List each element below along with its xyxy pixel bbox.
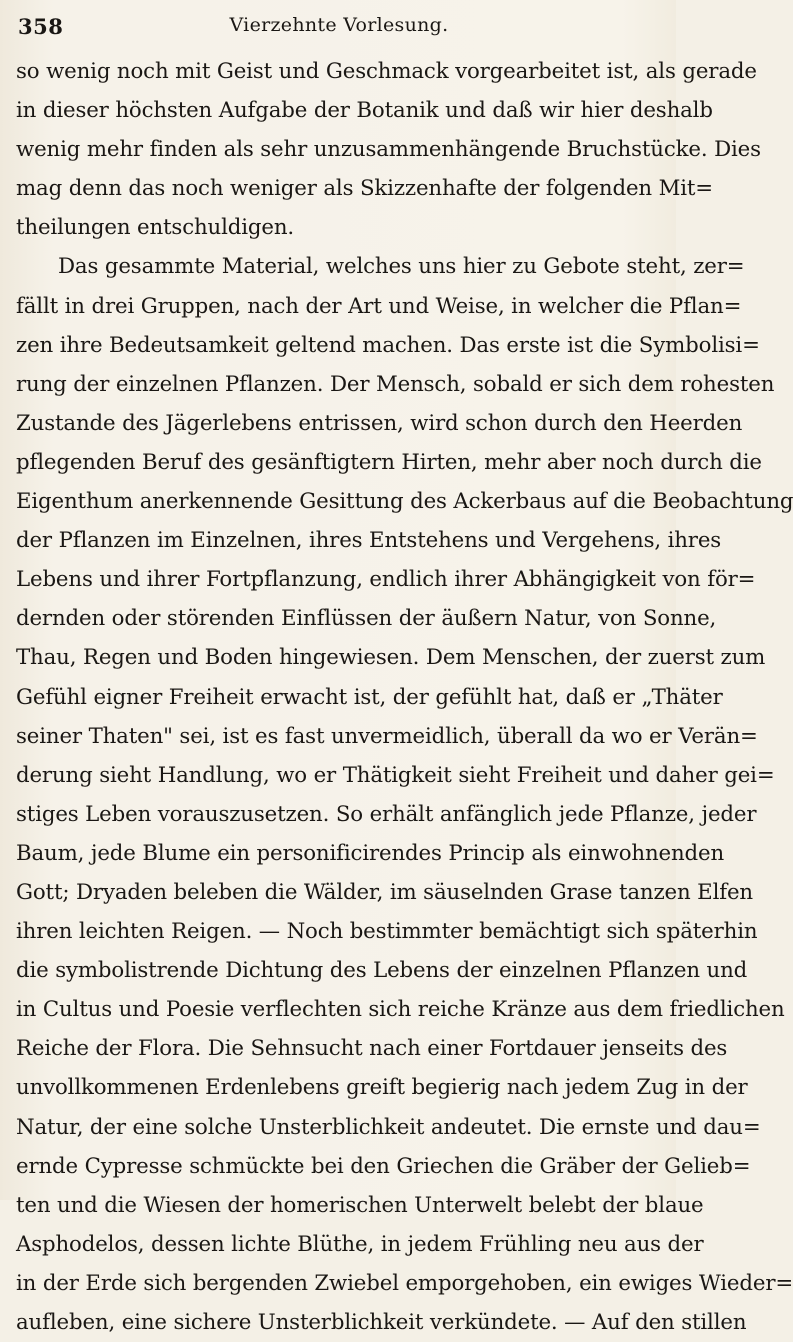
text-line: fällt in drei Gruppen, nach der Art und Weise, in welcher die Pflan= [16, 293, 742, 319]
text-line: so wenig noch mit Geist und Geschmack vorgearbeitet ist, als gerade [16, 59, 757, 84]
text-line: in der Erde sich bergenden Zwiebel emporgehoben, ein ewiges Wieder= [16, 1270, 793, 1296]
running-head [16, 0, 662, 52]
text-line: der Pflanzen im Einzelnen, ihres Entstehens und Vergehens, ihres [16, 528, 722, 554]
text-line: aufleben, eine sichere Unsterblichkeit verkündete. — Auf den stillen [16, 1310, 747, 1335]
text-line: Baum, jede Blume ein personificirendes Princip als einwohnenden [16, 840, 725, 866]
text-line: wenig mehr finden als sehr unzusammenhängende Bruchstücke. Dies [16, 137, 761, 163]
text-line: Zustande des Jägerlebens entrissen, wird schon durch den Heerden [16, 410, 743, 436]
text-line: rung der einzelnen Pflanzen. Der Mensch, sobald er sich dem rohesten [16, 371, 775, 397]
text-line: in Cultus und Poesie verflechten sich reiche Kränze aus dem friedlichen [16, 997, 785, 1023]
text-line: in dieser höchsten Aufgabe der Botanik und daß wir hier deshalb [16, 98, 713, 124]
text-line: die symbolistrende Dichtung des Lebens der einzelnen Pflanzen und [16, 958, 748, 984]
text-line: stiges Leben vorauszusetzen. So erhält anfänglich jede Pflanze, jeder [16, 801, 757, 827]
text-line: Natur, der eine solche Unsterblichkeit andeutet. Die ernste und dau= [16, 1114, 761, 1140]
text-line: ten und die Wiesen der homerischen Unterwelt belebt der blaue [16, 1192, 704, 1218]
text-line: dernden oder störenden Einflüssen der äußern Natur, von Sonne, [16, 606, 717, 632]
text-line: pflegenden Beruf des gesänftigtern Hirten, mehr aber noch durch die [16, 449, 762, 475]
running-title: Vierzehnte Vorlesung. [229, 14, 449, 36]
text-line: mag denn das noch weniger als Skizzenhafte der folgenden Mit= [16, 176, 714, 202]
text-line: Lebens und ihrer Fortpflanzung, endlich ihrer Abhängigkeit von för= [16, 567, 756, 593]
text-line: ihren leichten Reigen. — Noch bestimmter bemächtigt sich späterhin [16, 919, 758, 945]
text-line: derung sieht Handlung, wo er Thätigkeit sieht Freiheit und daher gei= [16, 762, 775, 788]
text-line: Gefühl eigner Freiheit erwacht ist, der gefühlt hat, daß er „Thäter [16, 684, 723, 710]
text-line: unvollkommenen Erdenlebens greift begierig nach jedem Zug in der [16, 1075, 748, 1101]
page-number: 358 [18, 14, 64, 39]
text-line: Eigenthum anerkennende Gesittung des Ackerbaus auf die Beobachtung [16, 489, 793, 515]
text-line: Thau, Regen und Boden hingewiesen. Dem Menschen, der zuerst zum [16, 645, 766, 671]
text-line: Gott; Dryaden beleben die Wälder, im säuselnden Grase tanzen Elfen [16, 879, 753, 905]
body-text [16, 52, 793, 1342]
text-line: Asphodelos, dessen lichte Blüthe, in jedem Frühling neu aus der [16, 1231, 704, 1257]
text-line: ernde Cypresse schmückte bei den Griechen die Gräber der Gelieb= [16, 1153, 751, 1179]
text-line: zen ihre Bedeutsamkeit geltend machen. Das erste ist die Symbolisi= [16, 332, 760, 358]
text-line: Das gesammte Material, welches uns hier zu Gebote steht, zer= [58, 254, 745, 280]
text-line: Reiche der Flora. Die Sehnsucht nach einer Fortdauer jenseits des [16, 1036, 728, 1062]
text-line: theilungen entschuldigen. [16, 215, 295, 241]
text-line: seiner Thaten" sei, ist es fast unvermeidlich, überall da wo er Verän= [16, 723, 758, 749]
